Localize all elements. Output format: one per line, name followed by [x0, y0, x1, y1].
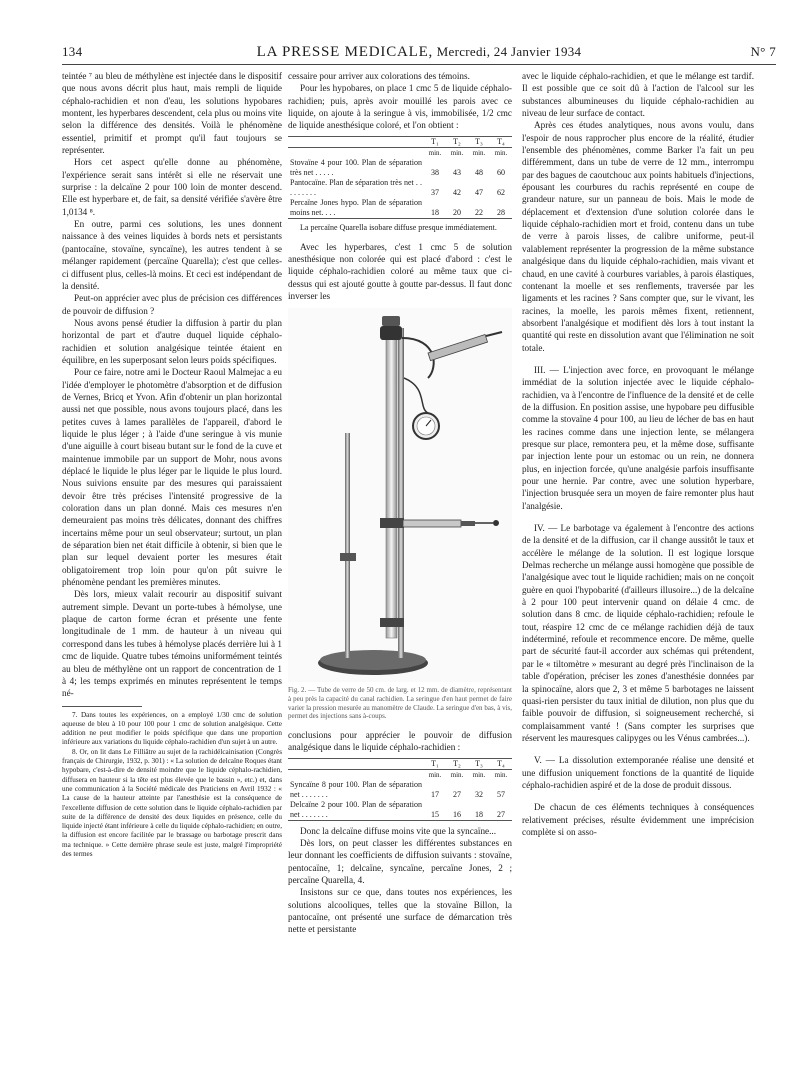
cell: 28: [490, 198, 512, 219]
cell: 20: [446, 198, 468, 219]
unit: min.: [450, 770, 464, 779]
row-label: Pantocaïne. Plan de séparation très net . . . . . . . . .: [290, 177, 422, 197]
row-label: Delcaïne 2 pour 100. Plan de séparation net . . . . . . .: [290, 799, 422, 819]
column-3: [522, 70, 754, 838]
footnote-7: 7. Dans toutes les expériences, on a employé 1/30 cmc de solution aqueuse de bleu à 10 pour 100 pour 1 cmc de solution analgésique. Cette addition ne peut modifier le poids spécifique que dans une proportion inférieure aux variations du liquide céphalo-rachidien d'un sujet à un autre.: [62, 710, 282, 747]
section-iii: III. — L'injection avec force, en provoquant le mélange immédiat de la solution injectée avec le liquide céphalo-rachidien, va à l'encontre de l'influence de la densité et de celle de la diffusion. En position assise, une hypobare peu diffusible comme la stovaïne 4 pour 100, au lieu de lécher de bas en haut les racines comme dans une injection lente, se mélangera presque sur place, remontera peu, et la même dose, suffisante par injection lente pour un estomac ou un rein, ne donnera plus, en injection forcée, qu'une analgésie parfois insuffisante pour une hernie. Par contre, avec une solution hyperbare, l'injection brusquée sera un moyen de faire remonter plus haut l'analgésie.: [522, 364, 754, 511]
table-note: La percaïne Quarella isobare diffuse presque immédiatement.: [300, 222, 497, 232]
cell: 17: [431, 789, 439, 799]
issue-number: N° 7: [750, 44, 776, 59]
col-header: T₄: [490, 758, 512, 769]
cell: 16: [446, 800, 468, 821]
col-header: T₁: [424, 758, 446, 769]
footnotes: [62, 711, 282, 860]
unit: min.: [450, 148, 464, 157]
table-row: [288, 178, 512, 198]
paragraph: cessaire pour arriver aux colorations des témoins.: [288, 71, 470, 81]
section-v: V. — La dissolution extemporanée réalise une densité et une diffusion uniquement fonctions de la quantité de liquide céphalo-rachidien aspiré et de la dose de produit dissous.: [522, 755, 754, 790]
cell: 38: [431, 167, 439, 177]
cell: 22: [468, 198, 490, 219]
column-1: [62, 70, 282, 859]
unit: min.: [428, 770, 442, 779]
cell: 48: [475, 167, 483, 177]
paragraph: Insistons sur ce que, dans toutes nos expériences, les solutions alcooliques, telles que la stovaïne Billon, la pantocaïne, ont présenté une surface de démarcation très nette et persistante: [288, 887, 512, 935]
unit: min.: [494, 770, 508, 779]
paragraph: Dès lors, on peut classer les différentes substances en leur donnant les coefficients de diffusion suivants : stovaïne, pentocaïne, 1; delcaïne, syncaïne, percaïne Jones, 2 ; percaïne Quarella, 4.: [288, 837, 512, 885]
cell: 60: [497, 167, 505, 177]
header-rule: [62, 64, 776, 65]
row-label: Stovaïne 4 pour 100. Plan de séparation très net . . . . .: [290, 157, 422, 177]
unit: min.: [494, 148, 508, 157]
paragraph: avec le liquide céphalo-rachidien, et que le mélange est tardif. Il est possible que ce soit dû à l'action de l'alcool sur les substances albumineuses du liquide céphalo-rachidien au niveau de leur surface de contact.: [522, 71, 754, 119]
cell: 47: [475, 187, 483, 197]
paragraph: De chacun de ces éléments techniques à conséquences relativement précises, résulte évidemment une imprécision complète si on asso-: [522, 802, 754, 837]
col-header: T₃: [468, 758, 490, 769]
cell: 15: [424, 800, 446, 821]
paragraph: Pour les hypobares, on place 1 cmc 5 de liquide céphalo-rachidien; puis, après avoir mouillé les parois avec ce liquide, on ajoute à la seringue à vis, immobilisée, 1/2 cmc de liquide anesthésique coloré, et l'on obtient :: [288, 83, 512, 131]
cell: 27: [453, 789, 461, 799]
col-header: T₃: [468, 136, 490, 147]
paragraph: En outre, parmi ces solutions, les unes donnent naissance à des veines liquides à bords nets et persistants (pantocaïne, stovaïne, syncaïne), les autres tendent à se mélanger rapidement (percaïne Quarella); c'est que celles-ci diffusent plus, celles-là moins. Et ceci est indépendant de la densité.: [62, 219, 282, 291]
paragraph: Dès lors, mieux valait recourir au dispositif suivant autrement simple. Devant un porte-tubes à hémolyse, une plaque de carton forme écran et présente une fente longitudinale de 1 mm. de hauteur à un niveau qui correspond dans les tubes à hémolyse placés derrière lui à 1 cmc de liquide. Quatre tubes témoins uniformément teintés au bleu de méthylène ont un rapport de concentration de 1 à 4; les temps exprimés en minutes représentent le temps né-: [62, 589, 282, 699]
cell: 57: [497, 789, 505, 799]
paragraph: Nous avons pensé étudier la diffusion à partir du plan horizontal de part et d'autre duquel liquide céphalo-rachidien et solution analgésique teintée étaient en équilibre, en les superposant selon leurs poids spécifiques.: [62, 317, 282, 365]
col-header: T₁: [424, 136, 446, 147]
paragraph: Donc la delcaïne diffuse moins vite que la syncaïne...: [300, 825, 497, 836]
cell: 18: [468, 800, 490, 821]
paragraph: conclusions pour apprécier le pouvoir de diffusion analgésique dans le liquide céphalo-rachidien :: [288, 729, 512, 753]
table-row: [288, 800, 512, 821]
paragraph: Peut-on apprécier avec plus de précision ces différences de pouvoir de diffusion ?: [62, 293, 282, 316]
cell: 42: [453, 187, 461, 197]
page-header: [62, 44, 776, 64]
unit: min.: [428, 148, 442, 157]
table-row: [288, 780, 512, 800]
issue-date: Mercredi, 24 Janvier 1934: [436, 44, 582, 59]
figure-caption: Fig. 2. — Tube de verre de 50 cm. de larg. et 12 mm. de diamètre, représentant à peu près la capacité du canal rachidien. La seringue d'en haut permet de faire varier la pression mesurée au manomètre de Claude. La seringue d'en bas, à vis, permet des injections sans à-coups.: [288, 686, 512, 721]
cell: 43: [453, 167, 461, 177]
cell: 62: [497, 187, 505, 197]
cell: 18: [424, 198, 446, 219]
col-header: T₂: [446, 136, 468, 147]
footnote-rule: [62, 706, 142, 707]
row-label: Syncaïne 8 pour 100. Plan de séparation net . . . . . . .: [290, 779, 422, 799]
paragraph: Avec les hyperbares, c'est 1 cmc 5 de solution anesthésique non colorée qui est placé d'abord : c'est le liquide céphalo-rachidien coloré au même taux que ci-dessus qui est ajouté goutte à goutte par-dessus. Il faut donc inverser les: [288, 241, 512, 302]
journal-title: LA PRESSE MEDICALE, Mercredi, 24 Janvier 1934: [256, 44, 582, 60]
paragraph: Hors cet aspect qu'elle donne au phénomène, l'expérience serait sans intérêt si elle ne réservait une surprise : la delcaïne 2 pour 100 loin de monter descend. Elle est hyperbare et, de fait, sa densité vérifiée s'avère être 1,0134 ⁸.: [62, 157, 282, 217]
figure-2: [288, 308, 512, 682]
table-row: [288, 158, 512, 178]
cell: 37: [431, 187, 439, 197]
footnote-8: 8. Or, on lit dans Le Filliâtre au sujet de la rachidélcainisation (Congrès français de Chirurgie, 1932, p. 301) : « La solution de delcaïne Roques étant hypobare, c'est-à-dire de densité moindre que le liquide céphalo-rachidien, diffusera en hauteur si la tête est plus élevée que le bassin », etc.) et, dans une communication à la Société médicale des Praticiens en Avril 1932 : « La cause de la hauteur atteinte par l'anesthésie est la conséquence de l'excellente diffusion de cette solution dans le liquide céphalo-rachidien par suite de la différence de densité des deux liquides en présence, celle du liquide injecté étant inférieure à celle du liquide céphalo-rachidien; en outre, la diffusion est encore facilitée par le brassage ou barbotage prescrit dans ma technique. » Cette dernière phrase seule est juste, malgré l'impropriété des termes: [62, 747, 282, 858]
row-label: Percaïne Jones hypo. Plan de séparation moins net. . . .: [290, 197, 422, 217]
cell: 32: [475, 789, 483, 799]
column-2: [288, 70, 512, 936]
section-iv: IV. — Le barbotage va également à l'encontre des actions de la densité et de la diffusion, car il change aussitôt le taux et accélère le mélange de la solution. Il est logique lorsque Delmas recherche un mélange aussi homogène que possible de l'analgésique avec tout le liquide rachidien; mais on ne conçoit guère en quoi l'hypobarité (d'ailleurs illusoire...) de la delcaïne à 2 pour 100 peut intervenir quand on délaie 4 cmc. de solution dans 8 cmc. de liquide céphalo-rachidien; refoule le tout, réaspire 12 cmc de ce mélange rachidien déjà de taux indéterminé, refoule et recommence encore. De même, quelle part de sécurité faut-il accorder aux schémas qui prétendent, par le « tiltomètre » mesurant au degré près l'inclinaison de la table d'opération, préciser les zones d'anesthésie données par la spinocaïne, alors que 2, 3 et même 5 barbotages ne laissent quasi-rien persister du taux initial de dilution, non plus que du faible pouvoir de diffusion, si soigneusement recherché, si complaisamment vanté ! (Sans compter les surprises que réservent les mauresques calipyges ou les Vénus cambrées...).: [522, 523, 754, 743]
hyperbare-table: [288, 758, 512, 821]
col-header: T₄: [490, 136, 512, 147]
col-header: T₂: [446, 758, 468, 769]
hypobare-table: [288, 136, 512, 219]
page-number: 134: [62, 44, 83, 59]
paragraph: Pour ce faire, notre ami le Docteur Raoul Malmejac a eu l'idée d'employer le photomètre d'absorption et de diffusion de Vernes, Bricq et Yvon. Afin d'obtenir un plan horizontal aussi net que possible, nous avons toujours placé, dans les petites cuves à lames parallèles de l'appareil, d'abord le liquide le plus léger ; à l'aide d'une seringue à vis munie d'une aiguille à court biseau butant sur le fond de la cuve et maintenue immobile par un support de Mohr, nous avons déplacé le liquide le plus léger par le liquide le plus lourd. Nous suivions ensuite par des mesures qui paraissaient devoir être très précises l'intensité progressive de la coloration dans un plan donné. Mais ces mesures n'en demeuraient pas moins très délicates, donnant des chiffres incertains même pour un seul observateur; surtout, un plan de séparation bien net était difficile à obtenir, si bien que le plan sur lequel devaient porter les mesures était obligatoirement trop loin pour qu'on pût suivre le phénomène pendant les premières minutes.: [62, 367, 282, 588]
unit: min.: [472, 148, 486, 157]
table-row: [288, 198, 512, 219]
paragraph: teintée ⁷ au bleu de méthylène est injectée dans le dispositif que nous avons décrit plus haut, mais rempli de liquide céphalo-rachidien et non d'eau, les solutions hypobares montent, les hyperbares descendent, cela plus ou moins vite selon la différence des densités. Voilà le phénomène essentiel, primitif et prompt qu'il faut toujours se représenter.: [62, 71, 282, 156]
paragraph: Après ces études analytiques, nous avons voulu, dans l'espoir de nous rapprocher plus encore de la réalité, étudier l'ensemble des phénomènes, comme Barker l'a fait un peu différemment, dans un tube de verre de 12 mm., interrompu par des bagues de caoutchouc aux points habituels d'injections, épousant les courbures du rachis représenté en coupe de grandeur nature, sur un panneau de bois. Mais le mode de déplacement et d'extension d'une solution colorée dans le liquide céphalo-rachidien mort et froid, contenu dans un tube de verre à parois lisses, de calibre uniforme, peut-il valablement représenter la progression de la même substance analgésique dans du liquide céphalo-rachidien, mais vivant et chaud, en une cavité à courbures variables, à parois élastiques, contenant la moelle et ses renflements, traversée par les ligaments et les racines ? Sans compter que, sur le vivant, les racines, la moelle, les parois mêmes fixent, retiennent, absorbent l'analgésique et modifient dès lors à tout instant la quantité qui reste en dissolution avant que l'élimination ne soit totale.: [522, 120, 754, 353]
apparatus-illustration: [288, 308, 512, 682]
cell: 27: [490, 800, 512, 821]
unit: min.: [472, 770, 486, 779]
